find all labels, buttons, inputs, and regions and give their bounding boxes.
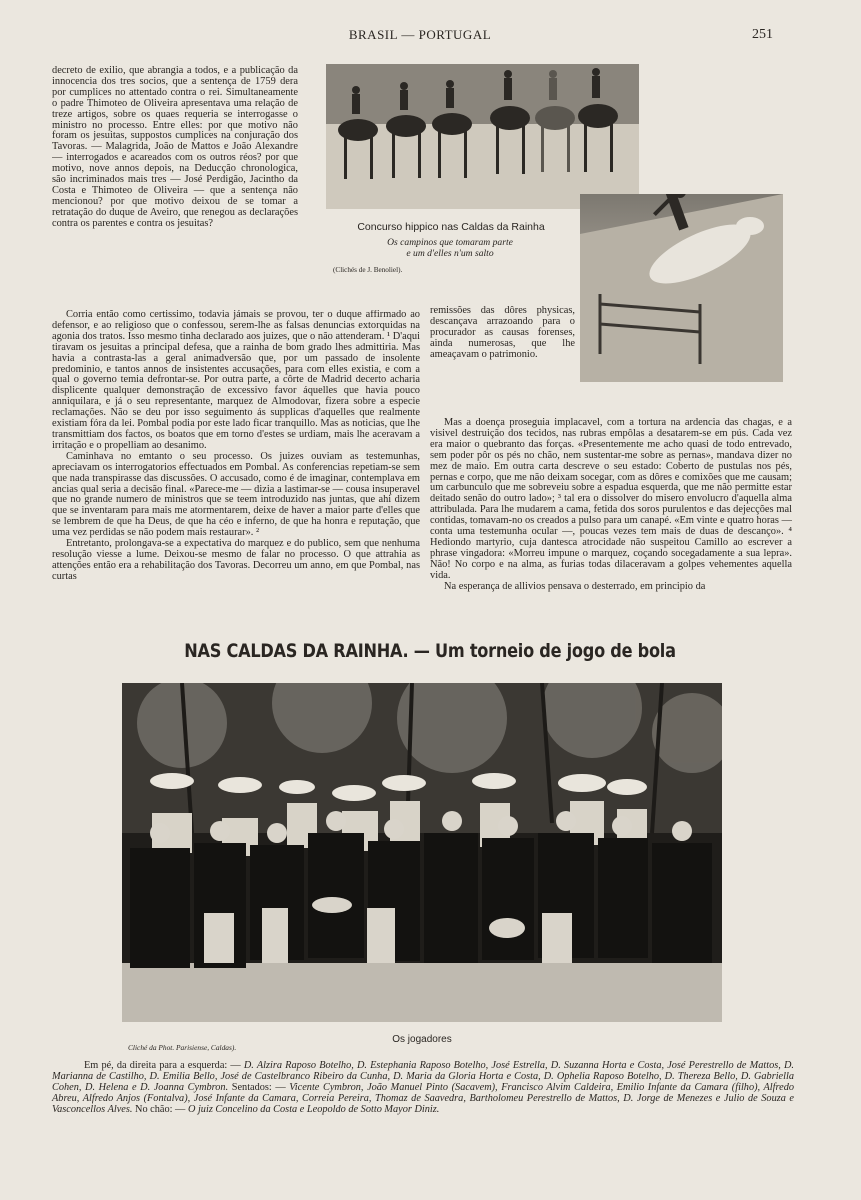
subcaption-line-1: Os campinos que tomaram parte [387,237,513,248]
article-column-2 [430,306,575,426]
people-intro: Em pé, da direita para a esquerda: — [84,1060,244,1071]
subcaption-line-2: e um d'elles n'um salto [406,247,494,259]
article-paragraph: Caminhava no emtanto o seu processo. Os juizes ouviam as testemunhas, apreciavam os interrogatorios effectuados em Pombal. As conferencias repetiam-se sem que nada transpirasse das discussões. O accusado, como é de imaginar, contemplava em ancias qual seria a decisão final. «Parece-me — dizia a lastimar-se — cousa insuperavel que no grande numero de ministros que se teem introduzido nas juntas, que ahi dizem que se inventaram para mais me atormentarem, deixe de haver a maior parte d'elles que se lembrem de que ha Deus, de que ha céo e inferno, de que ha honra e reputação, que uma vez perdidas se não podem mais restaurar». ² [52,450,420,539]
top-photo-caption: Concurso hippico nas Caldas da Rainha [357,221,545,233]
article-paragraph: Mas a doença proseguia implacavel, com a tortura na ardencia das chagas, e a visivel destruição dos tecidos, nas rubras empôlas a desatarem-se em pús. Cada vez era maior o quebranto das forças. «Presentemente me acho quasi de todo entrevado, sem poder pôr os pés no chão, nem sustentar-me sobre as pernas», mandava dizer no mez de maio. Em outra carta descreve o seu estado: Coberto de pustulas nos pés, pernas e corpo, que me não deixam socegar, com as dôres e comixões que me causam; um carbunculo que me sobreveiu sobre a espadua esquerda, que me não permitte estar deitado senão do outro lado»; ³ tal era o dissolver do misero envolucro d'aquella alma attribulada. Para lhe mudarem a cama, fetida dos soros purulentos e das dejecções mal contidas, tomavam-no os creados a pulso para um canapé. «Em vinte e quatro horas — conta uma testemunha ocular —, poucas vezes tem mais de duas de descanço». ⁴ Hediondo martyrio, cuja dantesca atrocidade não suspeitou Camillo ao escrever a phrase vingadora: «Morreu impune o marquez, coçando socegadamente a sua lepra». Não! No corpo e na alma, as furias todas dilaceravam a golpes vehementes aquella vida. [430,418,792,581]
running-header: BRASIL — PORTUGAL [348,27,492,42]
article-paragraph: Na esperança de allivios pensava o desterrado, em principio da [444,580,706,592]
horse-jump-photo [580,194,783,382]
people-floor: O juiz Concelino da Costa e Leopoldo de Sotto Mayor Diniz. [187,1104,440,1115]
page-number: 251 [752,27,773,42]
horsemen-illustration [326,64,639,209]
people-list [52,1060,794,1115]
group-photo-caption: Os jogadores [392,1034,452,1045]
group-photo-credit: Cliché da Phot. Parisiense, Caldas). [128,1043,237,1052]
group-photo-illustration [122,683,722,1022]
people-seated: Vicente Cymbron, João Manuel Pinto (Sacavem), Francisco Alvim Caldeira, Emilio Infante da Camara (filho), Alfredo Abreu, Alfredo Anjos (Fontalva), José Infante da Camara, Correia Pereira, Thomaz de Saavedra, Bartholomeu Perestrello de Mattos, D. Jorge de Menezes e Julio de Souza e Vasconcellos Alves. [52,1082,795,1115]
top-photo-credit: (Clichés de J. Benoliel). [333,266,403,274]
horse-jump-illustration [580,194,783,382]
people-floor-label: No chão: — [132,1104,188,1115]
article-paragraph: Entretanto, prolongava-se a expectativa do marquez e do publico, sem que nenhuma resolução viesse a lume. Deixou-se mesmo de falar no processo. O que attrahia as attenções então era a rehabilitação dos Tavoras. Decorreu um anno, em que Pombal, nas curtas [52,538,420,582]
article-paragraph: remissões das dôres physicas, descançava arrazoando para o procurador as causas forenses, ainda numerosas, que lhe ameaçavam o patrimonio. [430,306,575,360]
article-paragraph: decreto de exilio, que abrangia a todos, e a publicação da innocencia dos tres socios, que a sentença de 1759 dera por cumplices no attentado contra o rei. Simultaneamente o padre Thimoteo de Oliveira apresentava uma relação de treze artigos, sobre os quaes requeria se interrogasse o ministro no processo. Entre elles: por que motivo não foram os jesuitas, suppostos cumplices na conjuração dos Tavoras. — Malagrida, João de Mattos e João Alexandre — interrogados e acareados com os outros réos? por que motivo, nove annos depois, na Deducção chronologica, são incriminados mais tres — José Perdigão, Jacintho da Costa e Thimoteo de Oliveira — que a sentença não mencionou? por que motivo deixou de se tomar a retratação do duque de Aveiro, que renegou as declarações contra os parentes e contra os jesuitas? [52,66,298,229]
top-photo-subcaption [330,238,570,259]
section-headline: NAS CALDAS DA RAINHA. — Um torneio de jogo de bola [184,640,676,662]
group-photo [122,683,722,1022]
horsemen-photo [326,64,639,209]
article-paragraph: Corria então como certissimo, todavia jámais se provou, ter o duque affirmado ao defensor, e ao religioso que o confessou, serem-lhe as falsas denuncias extorquidas na agonia dos tratos. Isso mesmo tinha declarado aos juizes, que o não attenderam. ¹ D'aqui tiravam os jesuitas a principal defesa, que a rainha de bom grado lhes admittiria. Mas havia a contrasta-las a geral animadversão que, por um passado de insolente predominio, e tantos annos de insistentes accusações, para com elles existia, e com a qual o governo temia defrontar-se. Por outra parte, a côrte de Madrid decerto acharia displicente qualquer demonstração de excessivo favor áquelles que havia pouco anniquilara, e já o seu representante, marquez de Almodovar, fizera sobre a especie reclamações. Não se deu por isso seguimento ás supplicas d'aquelles que realmente existiam fóra da lei. Pombal podia por este lado ficar tranquillo. Mas as noticias, que lhe transmittiam dos factos, os boatos que em torno d'estes se urdiam, mais lhe aceravam a irritação e o propelliam ao desanimo. [52,310,420,451]
article-text-block-2 [430,418,792,611]
people-standing: D. Alzira Raposo Botelho, D. Estephania Raposo Botelho, José Estrella, D. Suzanna Horta e Costa, José Perestrello de Mattos, D. Marianna de Castilho, D. Emilia Bello, José de Castelbranco Ribeiro da Cunha, D. Maria da Gloria Horta e Costa, D. Ophelia Raposo Botelho, D. Thereza Bello, D. Gabriella Cohen, D. Helena e D. Joanna Cymbron. [52,1060,794,1093]
article-text-block-1 [52,310,420,611]
article-column-1 [52,66,298,313]
people-seated-label: Sentados: — [228,1082,290,1093]
